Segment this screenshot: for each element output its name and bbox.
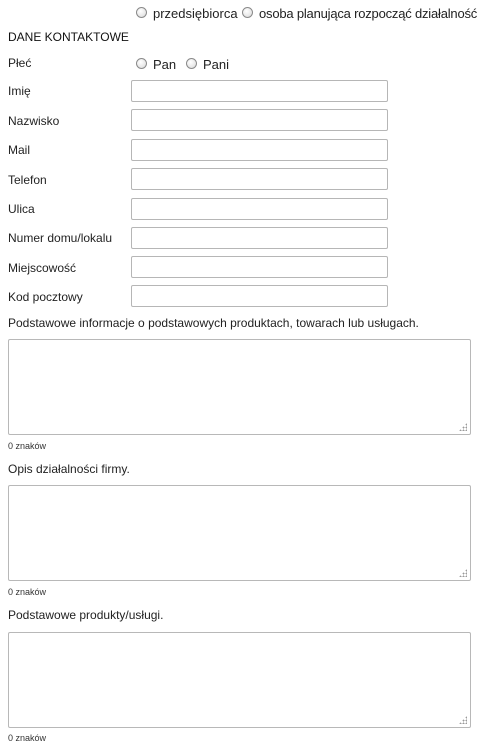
gender-label: Płeć	[8, 56, 32, 70]
radio-przedsiebiorca-label: przedsiębiorca	[153, 6, 238, 21]
phone-label: Telefon	[8, 173, 47, 187]
radio-przedsiebiorca[interactable]	[136, 7, 147, 18]
resize-grip-icon[interactable]	[459, 569, 467, 577]
question-products-info-label: Podstawowe informacje o podstawowych produktach, towarach lub usługach.	[8, 316, 419, 330]
company-description-char-counter: 0 znaków	[8, 587, 47, 597]
question-company-description-label: Opis działalności firmy.	[8, 462, 130, 476]
mail-label: Mail	[8, 143, 31, 157]
radio-pani[interactable]	[186, 58, 197, 69]
main-products-char-counter: 0 znaków	[8, 733, 47, 743]
section-title-dane-kontaktowe: DANE KONTAKTOWE	[8, 30, 129, 44]
last-name-label: Nazwisko	[8, 114, 60, 128]
question-main-products-label: Podstawowe produkty/usługi.	[8, 608, 164, 622]
city-input[interactable]	[131, 256, 388, 278]
main-products-textarea[interactable]	[8, 632, 471, 728]
radio-osoba-planujaca-label: osoba planująca rozpocząć działalność	[259, 6, 478, 21]
radio-pan[interactable]	[136, 58, 147, 69]
postal-code-label: Kod pocztowy	[8, 290, 83, 304]
house-number-label: Numer domu/lokalu	[8, 231, 113, 245]
products-info-textarea[interactable]	[8, 339, 471, 435]
street-label: Ulica	[8, 202, 35, 216]
city-label: Miejscowość	[8, 261, 77, 275]
company-description-textarea[interactable]	[8, 485, 471, 581]
resize-grip-icon[interactable]	[459, 716, 467, 724]
radio-osoba-planujaca[interactable]	[242, 7, 253, 18]
first-name-input[interactable]	[131, 80, 388, 102]
resize-grip-icon[interactable]	[459, 423, 467, 431]
mail-input[interactable]	[131, 139, 388, 161]
phone-input[interactable]	[131, 168, 388, 190]
last-name-input[interactable]	[131, 109, 388, 131]
first-name-label: Imię	[8, 84, 31, 98]
postal-code-input[interactable]	[131, 285, 388, 307]
radio-pan-label: Pan	[153, 57, 177, 72]
house-number-input[interactable]	[131, 227, 388, 249]
street-input[interactable]	[131, 198, 388, 220]
products-info-char-counter: 0 znaków	[8, 441, 47, 451]
radio-pani-label: Pani	[203, 57, 230, 72]
